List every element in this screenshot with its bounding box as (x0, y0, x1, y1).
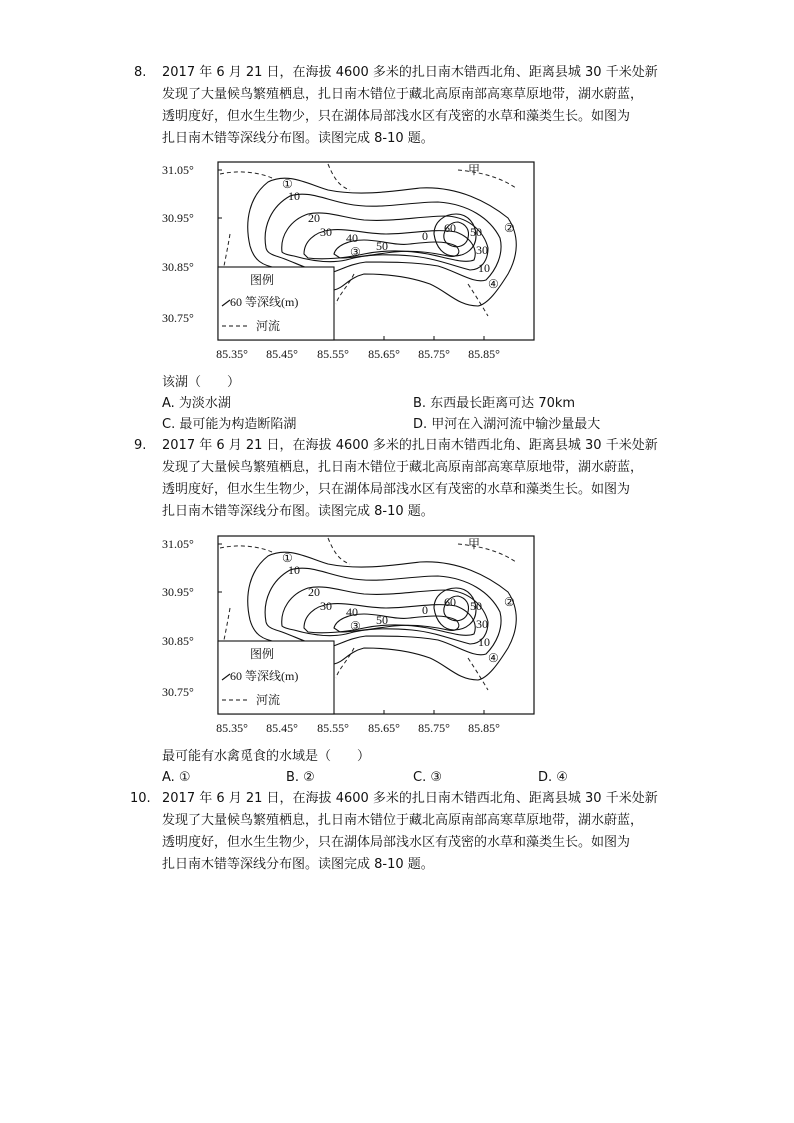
river-line (336, 274, 354, 304)
contour-label: 50 (470, 225, 482, 239)
stem-line: 2017 年 6 月 21 日，在海拔 4600 多米的扎日南木错西北角、距离县城 30 千米处新 (162, 791, 658, 806)
x-tick-label: 85.65° (368, 347, 400, 361)
y-tick-label: 31.05° (162, 163, 194, 177)
contour-label: 20 (308, 585, 320, 599)
x-tick-label: 85.75° (418, 347, 450, 361)
river-label-jia: 甲 (468, 163, 481, 177)
location-marker: ① (282, 551, 293, 565)
contour-label: 0 (422, 603, 428, 617)
location-marker: ② (504, 221, 515, 235)
stem-line: 扎日南木错等深线分布图。读图完成 8-10 题。 (162, 857, 434, 872)
stem-line: 透明度好，但水生生物少，只在湖体局部浅水区有茂密的水草和藻类生长。如图为 (162, 109, 631, 124)
x-tick-label: 85.55° (317, 347, 349, 361)
location-marker: ③ (350, 245, 361, 259)
contour-label: 50 (470, 599, 482, 613)
x-tick-label: 85.45° (266, 721, 298, 735)
y-tick-label: 30.75° (162, 311, 194, 325)
contour-label: 20 (308, 211, 320, 225)
river-line (458, 170, 516, 188)
question-prompt: 最可能有水禽觅食的水域是（ ） (162, 749, 371, 764)
contour-label: 10 (478, 635, 490, 649)
river-line (458, 544, 516, 562)
stem-line: 2017 年 6 月 21 日，在海拔 4600 多米的扎日南木错西北角、距离县城 30 千米处新 (162, 438, 658, 453)
question-stem (162, 62, 662, 150)
x-tick-label: 85.85° (468, 721, 500, 735)
stem-line: 2017 年 6 月 21 日，在海拔 4600 多米的扎日南木错西北角、距离县城 30 千米处新 (162, 65, 658, 80)
location-marker: ① (282, 177, 293, 191)
option-d[interactable]: D. 甲河在入湖河流中输沙量最大 (413, 417, 601, 432)
location-marker: ④ (488, 277, 499, 291)
contour-label: 30 (320, 225, 332, 239)
legend-title: 图例 (250, 273, 275, 287)
contour-label: 10 (288, 563, 300, 577)
contour-label: 30 (476, 617, 488, 631)
x-tick-label: 85.65° (368, 721, 400, 735)
x-tick-label: 85.35° (216, 347, 248, 361)
location-marker: ③ (350, 619, 361, 633)
location-marker: ② (504, 595, 515, 609)
river-line (328, 164, 350, 190)
option-a[interactable]: A. 为淡水湖 (162, 396, 231, 411)
question-prompt: 该湖（ ） (162, 375, 241, 390)
contour-label: 50 (376, 613, 388, 627)
option-b[interactable]: B. 东西最长距离可达 70km (413, 396, 576, 411)
y-tick-label: 30.85° (162, 260, 194, 274)
river-line (220, 546, 272, 552)
river-line (468, 658, 488, 690)
x-tick-label: 85.45° (266, 347, 298, 361)
stem-line: 扎日南木错等深线分布图。读图完成 8-10 题。 (162, 504, 434, 519)
option-c[interactable]: C. 最可能为构造断陷湖 (162, 417, 297, 432)
contour-label: 10 (478, 261, 490, 275)
river-line (224, 234, 230, 266)
question-number: 10. (130, 791, 151, 806)
question-stem (162, 788, 662, 876)
option-a[interactable]: A. ① (162, 770, 191, 785)
map-svg (158, 156, 538, 366)
y-tick-label: 30.95° (162, 211, 194, 225)
contour-label: 30 (476, 243, 488, 257)
x-tick-label: 85.75° (418, 721, 450, 735)
stem-line: 发现了大量候鸟繁殖栖息，扎日南木错位于藏北高原南部高寒草原地带，湖水蔚蓝， (162, 87, 644, 102)
stem-line: 发现了大量候鸟繁殖栖息，扎日南木错位于藏北高原南部高寒草原地带，湖水蔚蓝， (162, 813, 644, 828)
contour-label: 60 (444, 595, 456, 609)
river-label-jia: 甲 (468, 537, 481, 551)
contour-label: 0 (422, 229, 428, 243)
river-line (220, 172, 272, 178)
location-marker: ④ (488, 651, 499, 665)
legend-contour-label: 60 等深线(m) (230, 295, 299, 309)
stem-line: 透明度好，但水生生物少，只在湖体局部浅水区有茂密的水草和藻类生长。如图为 (162, 835, 631, 850)
y-tick-label: 31.05° (162, 537, 194, 551)
map-svg (158, 530, 538, 740)
lake-depth-map (158, 530, 538, 740)
stem-line: 透明度好，但水生生物少，只在湖体局部浅水区有茂密的水草和藻类生长。如图为 (162, 482, 631, 497)
legend-title: 图例 (250, 647, 275, 661)
stem-line: 扎日南木错等深线分布图。读图完成 8-10 题。 (162, 131, 434, 146)
contour-label: 30 (320, 599, 332, 613)
lake-depth-map (158, 156, 538, 366)
x-tick-label: 85.55° (317, 721, 349, 735)
contour-label: 40 (346, 231, 358, 245)
contour-label: 50 (376, 239, 388, 253)
river-line (224, 608, 230, 640)
y-tick-label: 30.95° (162, 585, 194, 599)
stem-line: 发现了大量候鸟繁殖栖息，扎日南木错位于藏北高原南部高寒草原地带，湖水蔚蓝， (162, 460, 644, 475)
option-c[interactable]: C. ③ (413, 770, 442, 785)
option-b[interactable]: B. ② (286, 770, 315, 785)
contour-label: 10 (288, 189, 300, 203)
x-tick-label: 85.35° (216, 721, 248, 735)
question-stem (162, 435, 662, 523)
question-number: 9. (134, 438, 147, 453)
y-tick-label: 30.75° (162, 685, 194, 699)
contour-label: 40 (346, 605, 358, 619)
legend-river-label: 河流 (256, 319, 281, 333)
option-d[interactable]: D. ④ (538, 770, 568, 785)
y-tick-label: 30.85° (162, 634, 194, 648)
question-number: 8. (134, 65, 147, 80)
river-line (328, 538, 350, 564)
river-line (468, 284, 488, 316)
legend-river-label: 河流 (256, 693, 281, 707)
contour-label: 60 (444, 221, 456, 235)
legend-contour-label: 60 等深线(m) (230, 669, 299, 683)
river-line (336, 648, 354, 678)
x-tick-label: 85.85° (468, 347, 500, 361)
